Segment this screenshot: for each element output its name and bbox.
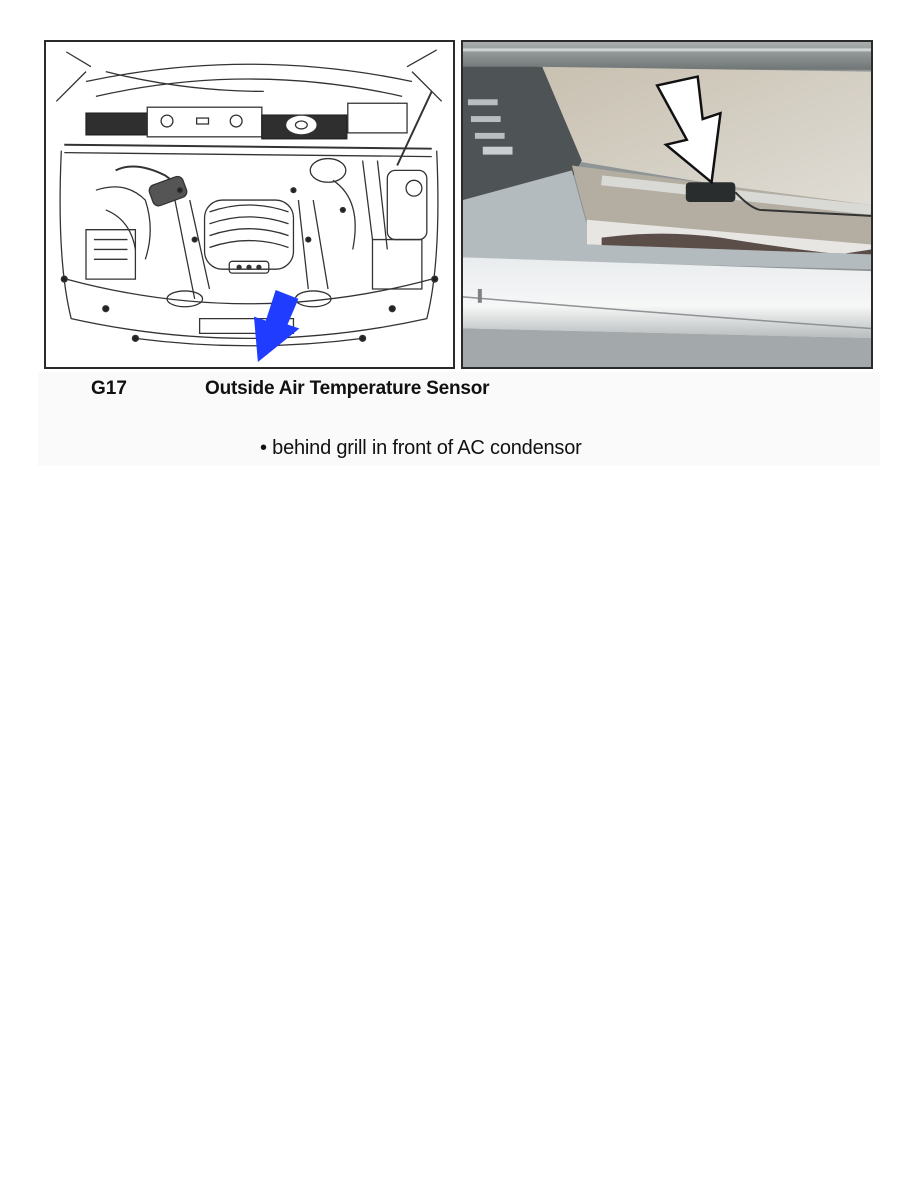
engine-bay-drawing bbox=[46, 42, 453, 367]
sensor-body bbox=[686, 182, 736, 202]
engine-bay-diagram bbox=[44, 40, 455, 369]
component-code: G17 bbox=[91, 378, 127, 399]
blue-pointer-arrow bbox=[254, 290, 299, 362]
component-title: Outside Air Temperature Sensor bbox=[205, 378, 490, 399]
sensor-location-photo bbox=[461, 40, 873, 369]
sensor-photo bbox=[463, 42, 871, 367]
location-note: • behind grill in front of AC condensor bbox=[260, 437, 582, 459]
